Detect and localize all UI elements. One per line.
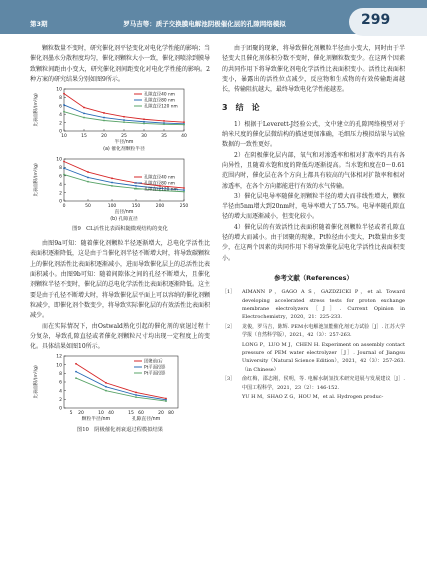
y-tick-label: 8 — [59, 372, 62, 378]
reference-text: LONG P，LUO M J，CHEN H. Experiment on assembly contact pressure of PEM water electrolyzer［J］. Journal of Jiangsu University（Natural Science Edition），2021，42（3）：257-263.（in Chinese） — [242, 341, 405, 373]
data-point — [63, 104, 65, 106]
figure-9a-chart — [30, 85, 210, 155]
reference-number: ［2］ — [222, 323, 236, 330]
data-point — [105, 390, 107, 392]
reference-item — [222, 375, 405, 392]
right-paragraph-1: 由于团聚的现象，将导致催化剂颗粒半径由小变大，同时由于半径变大且催化剂体积分数不变时，催化剂颗粒数变少。在这两个因素的共同作用下将导致催化剂电化学活性比表面积变小。活性比表面积变小，暴露出的活性位点减少，反应物和生成物的有效传输距离越长，传输阻抗越大，最终导致电化学性能越差。 — [222, 45, 405, 94]
left-column — [30, 44, 210, 434]
reference-item — [222, 323, 405, 340]
y-tick-label: 2 — [59, 191, 62, 197]
x2-axis-label: 孔隙直径/nm — [131, 417, 161, 423]
x-tick-label: 10 — [98, 411, 104, 417]
reference-text: 俞红梅，邵志刚，侯明，等. 电解水制氢技术研究进展与发展建议［J］. 中国工程科学，2021，23（2）：146-152. — [242, 376, 405, 391]
data-point — [135, 397, 137, 399]
data-point — [111, 182, 113, 184]
data-point — [123, 119, 125, 121]
x-tick-label: 20 — [158, 411, 164, 417]
x2-tick-label: 20 — [78, 411, 84, 417]
data-point — [105, 386, 107, 388]
conclusion-4: 4）催化层的有效活性比表面积随着催化剂颗粒半径或者孔隙直径的增大而减小。由于团聚的现象，Pt粒径由小变大，Pt数量由多变少，在这两个因素的共同作用下将导致催化层电化学活性比表面积变小。 — [222, 223, 405, 262]
x-tick-label: 15 — [128, 411, 134, 417]
y-tick-label: 4 — [59, 183, 62, 189]
y-axis-label: 比表面积/(m²/g) — [34, 93, 39, 127]
y-tick-label: 10 — [56, 157, 62, 163]
reference-text: AIMANN P，GAGO A S，GAZDZICKI P，et al. Toward developing accelerated stress tests for proton exchange membrane electrolyzers［J］. Current Opinion in Electrochemistry，2020，21：225-233. — [242, 289, 405, 321]
legend-label: 孔隙直径40 nm — [144, 175, 175, 181]
data-point — [75, 363, 77, 365]
y-axis-label: 比表面积/(m²/g) — [34, 163, 39, 197]
data-point — [75, 378, 77, 380]
data-point — [103, 117, 105, 119]
figure-10-chart — [30, 352, 210, 426]
y-tick-label: 0 — [59, 199, 62, 205]
legend-label: 孔隙直径40 nm — [144, 92, 175, 98]
legend-label: Pt平面投影 — [144, 372, 166, 378]
x-axis-label: 半径/nm — [114, 140, 134, 146]
data-point — [183, 124, 185, 126]
references-title: 参考文献（References） — [274, 273, 353, 282]
data-point — [103, 112, 105, 114]
data-point — [143, 119, 145, 121]
subfigure-caption: (b) 孔隙直径 — [110, 217, 138, 223]
data-point — [63, 174, 65, 176]
data-point — [105, 382, 107, 384]
legend-label: 孔隙直径80 nm — [144, 181, 175, 187]
y-tick-label: 0 — [59, 129, 62, 135]
data-point — [135, 392, 137, 394]
y-tick-label: 2 — [59, 398, 62, 404]
x-tick-label: 25 — [121, 134, 127, 140]
data-point — [123, 121, 125, 123]
conclusion-3: 3）催化层电导率随催化剂颗粒半径的增大而非线性增大，颗粒半径由5nm增大到20nm时，电导率增大了55.7%。电导率随孔隙直径的增大而逐渐减小，但变化较小。 — [222, 192, 405, 221]
data-point — [87, 181, 89, 183]
x-tick-label: 200 — [155, 204, 165, 210]
x-tick-label: 15 — [81, 134, 87, 140]
data-point — [111, 185, 113, 187]
y-axis-label: 比表面积/(m²/g) — [34, 365, 39, 400]
y-tick-label: 10 — [56, 87, 62, 93]
reference-item — [222, 341, 405, 375]
x-tick-label: 10 — [61, 134, 67, 140]
data-point — [63, 93, 65, 95]
data-point — [183, 187, 185, 189]
legend-label: 孔隙直径120 nm — [144, 187, 178, 193]
reference-number: ［3］ — [222, 376, 236, 383]
page-number: 299 — [361, 12, 391, 28]
x-tick-label: 5 — [69, 411, 73, 417]
y-tick-label: 2 — [59, 121, 62, 127]
legend-label: 孔隙直径80 nm — [144, 98, 175, 104]
data-point — [123, 116, 125, 118]
left-paragraph-2: 由图9a可知：随着催化剂颗粒半径逐渐增大，总电化学活性比表面积逐渐降低，这是由于当催化剂半径不断增大时，将导致碳颗粒上的催化剂活性比表面积逐渐减小，进而导致催化层上的总活性比表面积减小。由图9b可知：随着间隙体之间的孔径不断增大，且催化剂颗粒半径不变时，催化层的总电化学活性比表面积逐渐降低。这主要是由于孔径不断增大时，将导致催化层平面上可以容纳的催化剂颗粒减少，即催化剂个数变少，将导致实际催化层的有效活性比表面积减少。 — [30, 240, 211, 320]
y-tick-label: 4 — [59, 389, 62, 395]
x-tick-label: 250 — [179, 204, 189, 210]
data-point — [135, 185, 137, 187]
y-tick-label: 8 — [59, 96, 62, 102]
x-tick-label: 50 — [85, 204, 91, 210]
reference-text: YU H M，SHAO Z G，HOU M，et al. Hydrogen produc- — [242, 394, 384, 401]
data-point — [111, 178, 113, 180]
y-tick-label: 6 — [59, 174, 62, 180]
legend-label: Pt平面投影 — [144, 366, 166, 372]
data-point — [83, 117, 85, 119]
references-list — [222, 288, 405, 401]
reference-number — [222, 393, 242, 401]
conclusion-1: 1）根据于Leverett-J经验公式，文中建立的孔隙网络模型对于纳米尺度的催化层微结构的描述更加准确，毛细压力模拟结果与试验数据的一致性更好。 — [222, 120, 405, 149]
figure-9-caption: 图9 CL活性比表面积随微观结构的变化 — [72, 226, 168, 233]
x-tick-label: 40 — [181, 134, 187, 140]
right-column — [222, 44, 405, 403]
data-point — [163, 120, 165, 122]
x-tick-label: 150 — [131, 204, 141, 210]
x-axis-label: 颗粒半径/nm — [81, 417, 111, 423]
data-point — [143, 121, 145, 123]
reference-number: ［1］ — [222, 289, 236, 296]
x-tick-label: 0 — [62, 204, 66, 210]
x2-tick-label: 40 — [108, 411, 114, 417]
section-heading-conclusions — [222, 103, 405, 113]
figure-9b-chart — [30, 155, 210, 225]
data-point — [103, 120, 105, 122]
data-point — [165, 401, 167, 403]
reference-text: 龙俊，罗马吉，陈辉. PEM水电解池氢能催化剂无力试验［J］. 江苏大学学报（自然科学版），2021，42（3）：257-263. — [242, 323, 405, 339]
data-point — [63, 168, 65, 170]
page-number-tab — [349, 8, 427, 36]
figure-10-caption: 图10 阴极催化剂衰退过程模拟结果 — [76, 427, 164, 434]
data-point — [87, 177, 89, 179]
reference-item — [222, 288, 405, 322]
data-point — [143, 123, 145, 125]
data-point — [183, 189, 185, 191]
y-tick-label: 4 — [59, 113, 62, 119]
section-number: 3 — [222, 103, 228, 113]
reference-item — [222, 393, 405, 401]
legend-label: 孔隙直径120 nm — [144, 104, 178, 110]
data-point — [63, 161, 65, 163]
data-point — [135, 395, 137, 397]
conclusion-2: 2）在阴极催化层内部，氧气和对渗透率和相对扩散率约具有各向异性，且随着水饱和度的降低均逐渐提高。当水饱和度在0～0.61范围内时，催化层在各个方向上都具有较高的气体相对扩散率和相对渗透率，在各个方向都能进行有效的水气传输。 — [222, 151, 405, 190]
legend-label: 团聚前/后 — [144, 360, 163, 366]
data-point — [87, 171, 89, 173]
x-tick-label: 30 — [141, 134, 147, 140]
data-point — [75, 371, 77, 373]
data-point — [83, 113, 85, 115]
y-tick-label: 6 — [59, 381, 62, 387]
y-tick-label: 8 — [59, 166, 62, 172]
running-title: 罗马吉等：质子交换膜电解池阴极催化层的孔隙网络模拟 — [123, 20, 286, 28]
section-title: 结 论 — [235, 103, 260, 113]
y-tick-label: 0 — [59, 407, 62, 413]
y-tick-label: 10 — [56, 363, 62, 369]
data-point — [83, 107, 85, 109]
data-point — [163, 124, 165, 126]
reference-number — [222, 341, 242, 375]
left-paragraph-1: 颗粒数量不变时，研究催化剂平径变化对电化学性能的影响；当催化剂墨水分散程度均匀，催化剂颗粒大小一致，催化剂喷涂到膜导致颗粒间距由小变大，研究催化剂间距变化对电化学性能的影响。2种方案的研究结果分别如图9所示。 — [30, 45, 211, 83]
data-point — [183, 121, 185, 123]
y-tick-label: 12 — [56, 355, 62, 361]
y-tick-label: 6 — [59, 104, 62, 110]
x2-tick-label: 60 — [138, 411, 144, 417]
x-axis-label: 直径/nm — [114, 210, 134, 216]
x-tick-label: 20 — [101, 134, 107, 140]
x2-tick-label: 80 — [168, 411, 174, 417]
x-tick-label: 100 — [107, 204, 117, 210]
data-point — [63, 111, 65, 113]
subfigure-caption: (a) 催化剂颗粒半径 — [103, 147, 145, 153]
issue-label: 第3期 — [30, 20, 48, 28]
left-paragraph-3: 而在实际情况下，由Ostwald熟化引起的催化剂的衰退过程十分复杂，导致孔隙直径或者催化剂颗粒尺寸均出现一定程度上的变化。具体结果如图10所示。 — [30, 322, 210, 351]
x-tick-label: 35 — [161, 134, 167, 140]
data-point — [183, 191, 185, 193]
